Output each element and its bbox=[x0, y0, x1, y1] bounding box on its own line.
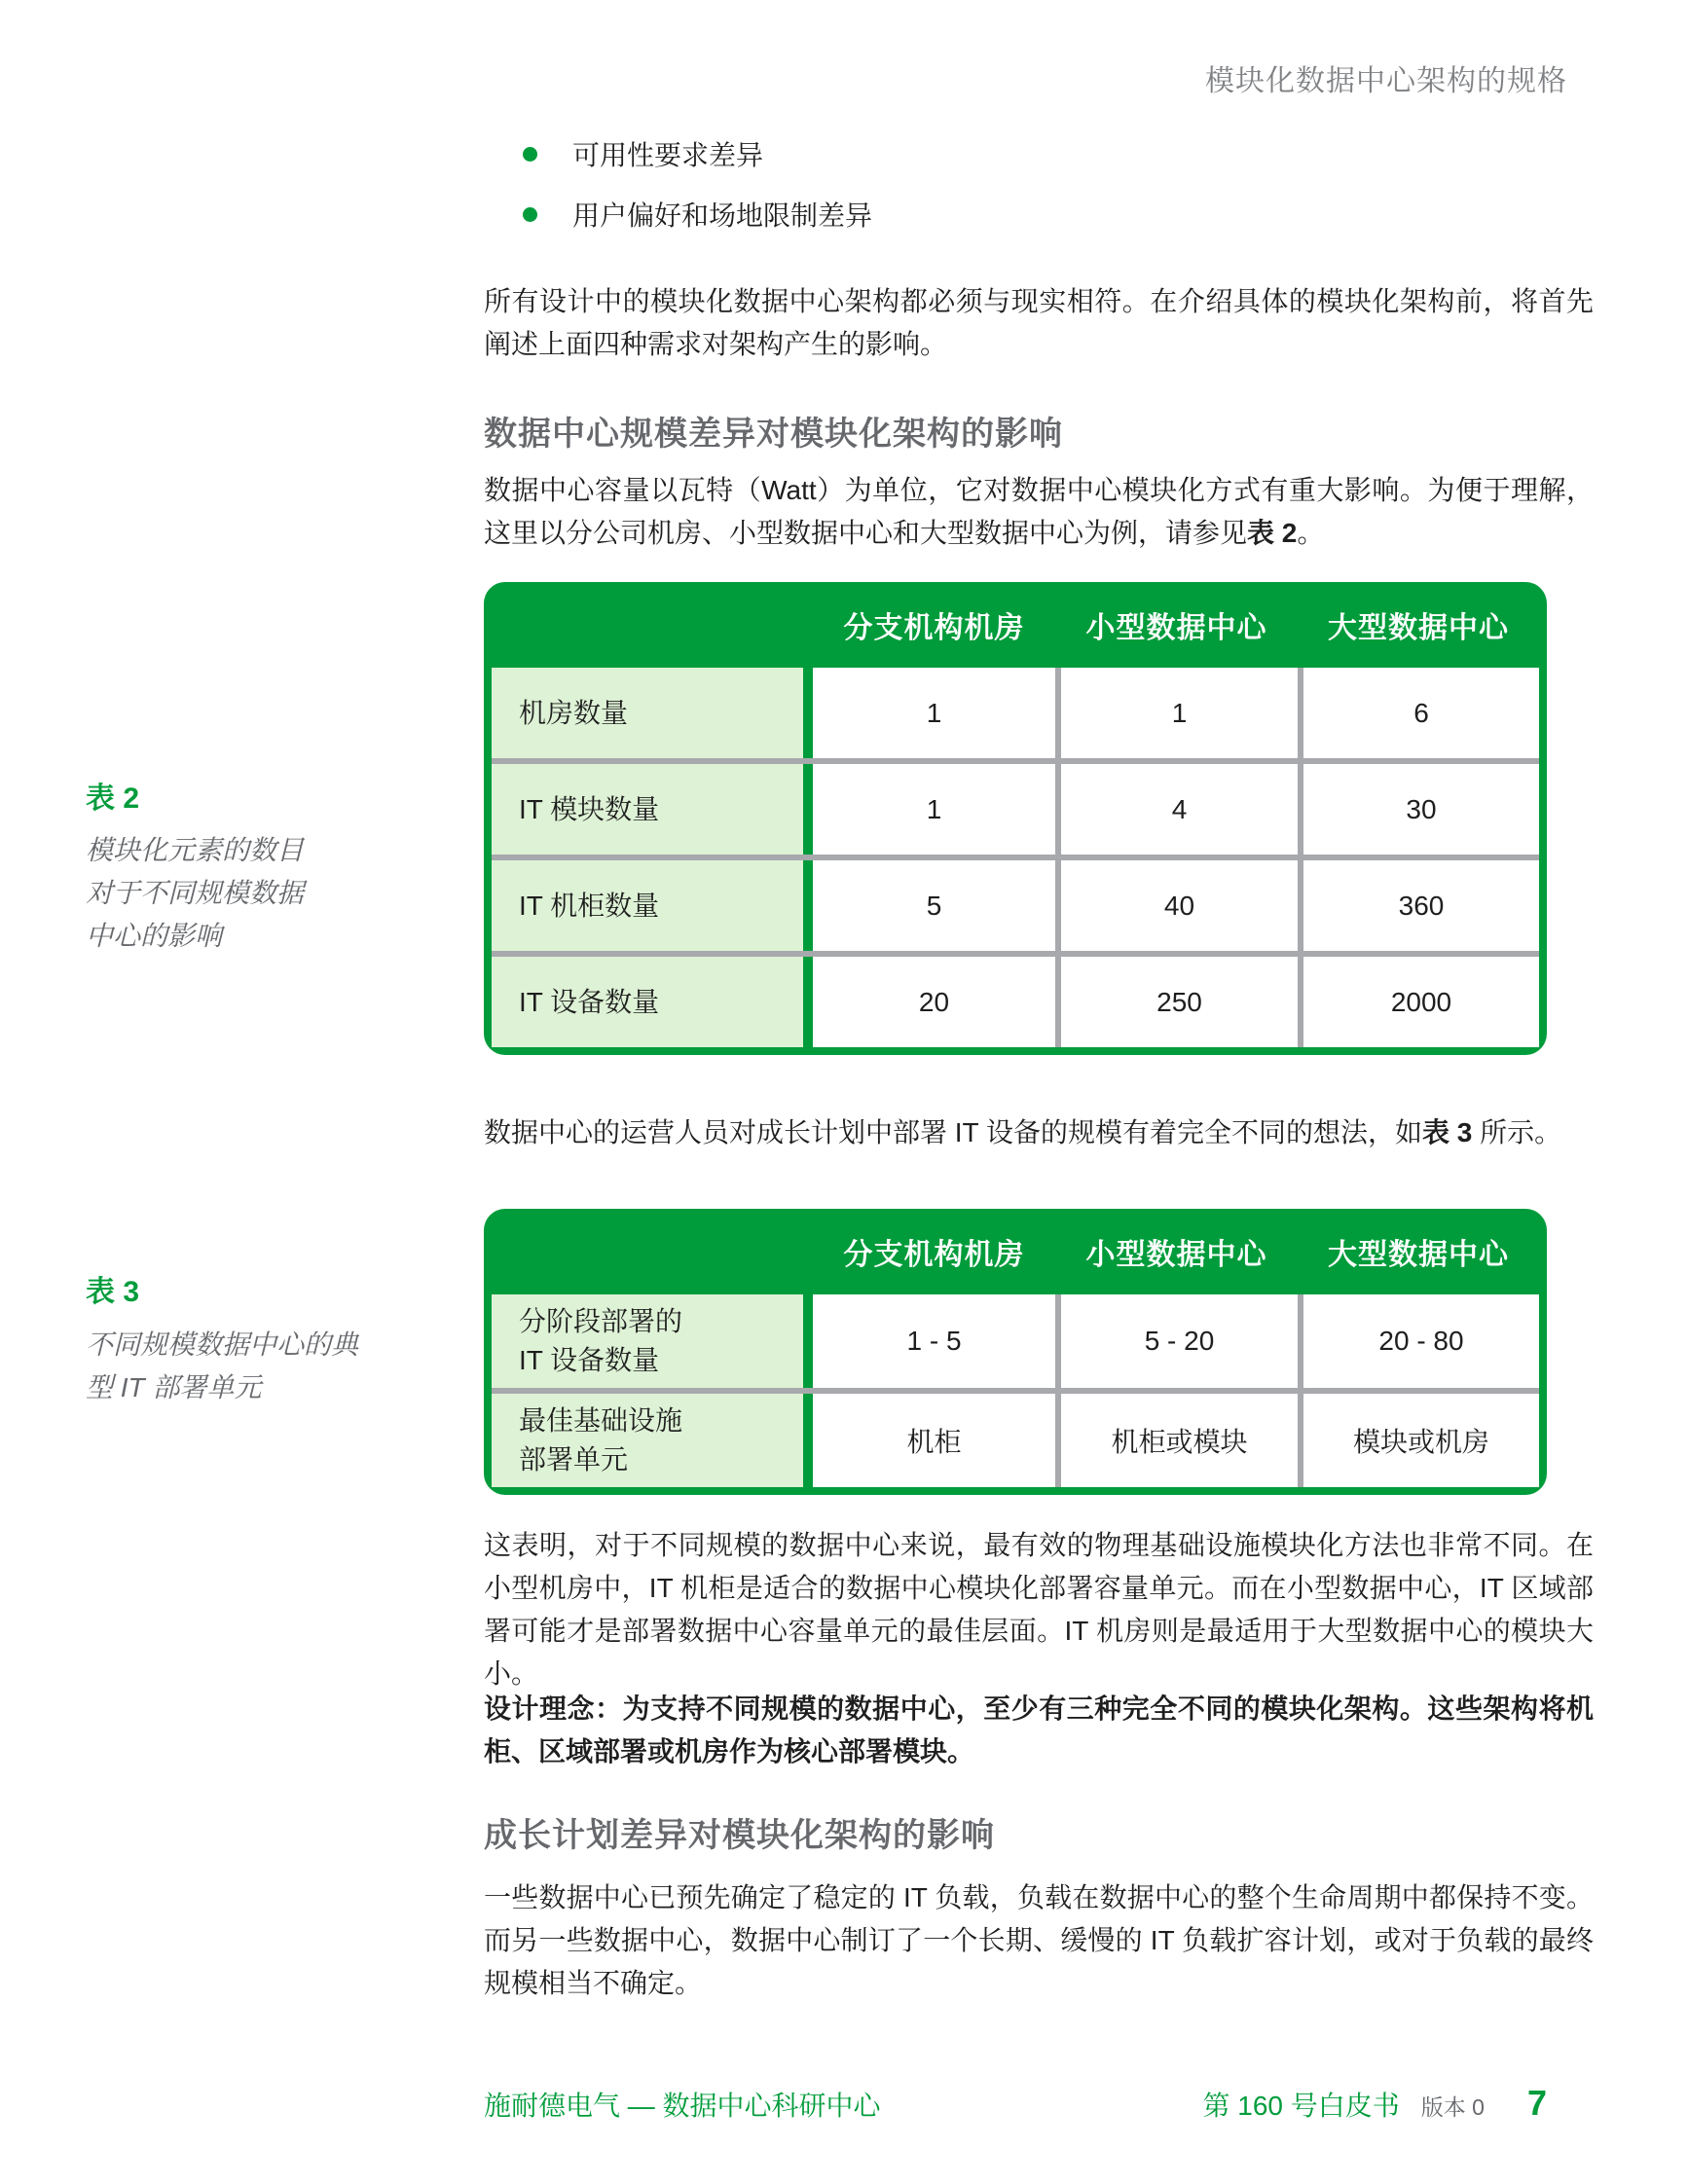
design-principle-paragraph: 设计理念：为支持不同规模的数据中心，至少有三种完全不同的模块化架构。这些架构将机柜、区域部署或机房作为核心部署模块。 bbox=[484, 1693, 1594, 1766]
table-cell: 5 - 20 bbox=[1055, 1294, 1298, 1388]
caption-line: 中心的影响 bbox=[86, 921, 223, 951]
table-cell: 机柜或模块 bbox=[1055, 1394, 1298, 1487]
page-header-title: 模块化数据中心架构的规格 bbox=[1205, 65, 1567, 97]
table-cell: 模块或机房 bbox=[1298, 1394, 1539, 1487]
list-item bbox=[484, 134, 1594, 173]
bullet-list bbox=[484, 134, 1594, 255]
table-3-body bbox=[492, 1294, 1539, 1487]
table-3-col-header: 分支机构机房 bbox=[843, 1239, 1025, 1271]
table-3 bbox=[484, 1209, 1547, 1495]
caption-line: 不同规模数据中心的典 bbox=[86, 1329, 359, 1360]
table-cell: 20 bbox=[813, 957, 1055, 1047]
table-2-col-header: 大型数据中心 bbox=[1328, 612, 1509, 644]
table-2-col-header: 分支机构机房 bbox=[843, 612, 1025, 644]
table-cell: 2000 bbox=[1298, 957, 1539, 1047]
table-cell: 5 bbox=[813, 860, 1055, 951]
table-row-label: IT 模块数量 bbox=[492, 764, 813, 855]
table-3-col-header: 小型数据中心 bbox=[1085, 1239, 1267, 1271]
footer-brand: 施耐德电气 — 数据中心科研中心 bbox=[484, 2091, 881, 2121]
table-cell: 1 bbox=[1055, 668, 1298, 758]
caption-line: 对于不同规模数据 bbox=[86, 878, 305, 908]
footer-version: 版本 0 bbox=[1420, 2094, 1485, 2120]
table-cell: 250 bbox=[1055, 957, 1298, 1047]
bullet-dot-icon bbox=[523, 147, 537, 162]
section-title-growth: 成长计划差异对模块化架构的影响 bbox=[484, 1817, 995, 1854]
scale-paragraph-text: 数据中心容量以瓦特（Watt）为单位，它对数据中心模块化方式有重大影响。为便于理解，这里以分公司机房、小型数据中心和大型数据中心为例，请参见 bbox=[484, 475, 1594, 548]
scale-paragraph bbox=[484, 469, 1594, 555]
table-cell: 4 bbox=[1055, 764, 1298, 855]
table-row-label bbox=[492, 1294, 813, 1388]
table-3-col-header: 大型数据中心 bbox=[1328, 1239, 1509, 1271]
table-cell: 20 - 80 bbox=[1298, 1294, 1539, 1388]
label-line: IT 设备数量 bbox=[519, 1345, 660, 1375]
table-2 bbox=[484, 582, 1547, 1055]
growth-paragraph-tail: 所示。 bbox=[1472, 1117, 1562, 1147]
bullet-text: 用户偏好和场地限制差异 bbox=[572, 200, 873, 231]
intro-paragraph: 所有设计中的模块化数据中心架构都必须与现实相符。在介绍具体的模块化架构前，将首先阐述上面四种需求对架构产生的影响。 bbox=[484, 286, 1594, 359]
table-cell: 40 bbox=[1055, 860, 1298, 951]
table-row-label: 机房数量 bbox=[492, 668, 813, 758]
table-2-header-row bbox=[492, 582, 1539, 668]
bullet-dot-icon bbox=[523, 207, 537, 222]
table-2-body bbox=[492, 668, 1539, 1047]
table-2-caption bbox=[86, 829, 378, 958]
page-footer bbox=[484, 2083, 1547, 2124]
table-cell: 360 bbox=[1298, 860, 1539, 951]
list-item bbox=[484, 195, 1594, 234]
table-cell: 6 bbox=[1298, 668, 1539, 758]
table-cell: 30 bbox=[1298, 764, 1539, 855]
label-line: 分阶段部署的 bbox=[519, 1306, 683, 1336]
growth-paragraph-text: 数据中心的运营人员对成长计划中部署 IT 设备的规模有着完全不同的想法，如 bbox=[484, 1117, 1422, 1147]
table-row-label: IT 机柜数量 bbox=[492, 860, 813, 951]
footer-doc-number: 第 160 号白皮书 bbox=[1202, 2091, 1400, 2121]
growth-plan-paragraph: 一些数据中心已预先确定了稳定的 IT 负载，负载在数据中心的整个生命周期中都保持不变。而另一些数据中心，数据中心制订了一个长期、缓慢的 IT 负载扩容计划，或对于负载的最终规模相当不确定。 bbox=[484, 1882, 1594, 1998]
bullet-text: 可用性要求差异 bbox=[572, 140, 764, 170]
table-cell: 机柜 bbox=[813, 1394, 1055, 1487]
growth-paragraph bbox=[484, 1111, 1594, 1154]
caption-line: 型 IT 部署单元 bbox=[86, 1372, 262, 1402]
table3-reference: 表 3 bbox=[1421, 1117, 1473, 1147]
table-row-label bbox=[492, 1394, 813, 1487]
table-3-caption bbox=[86, 1324, 378, 1409]
table-3-label: 表 3 bbox=[86, 1276, 140, 1308]
analysis-paragraph: 这表明，对于不同规模的数据中心来说，最有效的物理基础设施模块化方法也非常不同。在小型机房中，IT 机柜是适合的数据中心模块化部署容量单元。而在小型数据中心，IT 区域部署可能才是部署数据中心容量单元的最佳层面。IT 机房则是最适用于大型数据中心的模块大小。 bbox=[484, 1530, 1594, 1689]
table-3-header-row bbox=[492, 1209, 1539, 1294]
table-2-label: 表 2 bbox=[86, 783, 140, 815]
footer-meta bbox=[1203, 2083, 1548, 2124]
table-row-label: IT 设备数量 bbox=[492, 957, 813, 1047]
section-title-scale: 数据中心规模差异对模块化架构的影响 bbox=[484, 416, 1063, 453]
table-cell: 1 - 5 bbox=[813, 1294, 1055, 1388]
table2-reference: 表 2 bbox=[1247, 518, 1298, 548]
page-number: 7 bbox=[1526, 2083, 1547, 2123]
table-2-col-header: 小型数据中心 bbox=[1085, 612, 1267, 644]
label-line: 最佳基础设施 bbox=[519, 1405, 683, 1436]
table-cell: 1 bbox=[813, 764, 1055, 855]
scale-paragraph-tail: 。 bbox=[1297, 518, 1325, 548]
caption-line: 模块化元素的数目 bbox=[86, 835, 305, 865]
table-cell: 1 bbox=[813, 668, 1055, 758]
label-line: 部署单元 bbox=[519, 1444, 629, 1474]
